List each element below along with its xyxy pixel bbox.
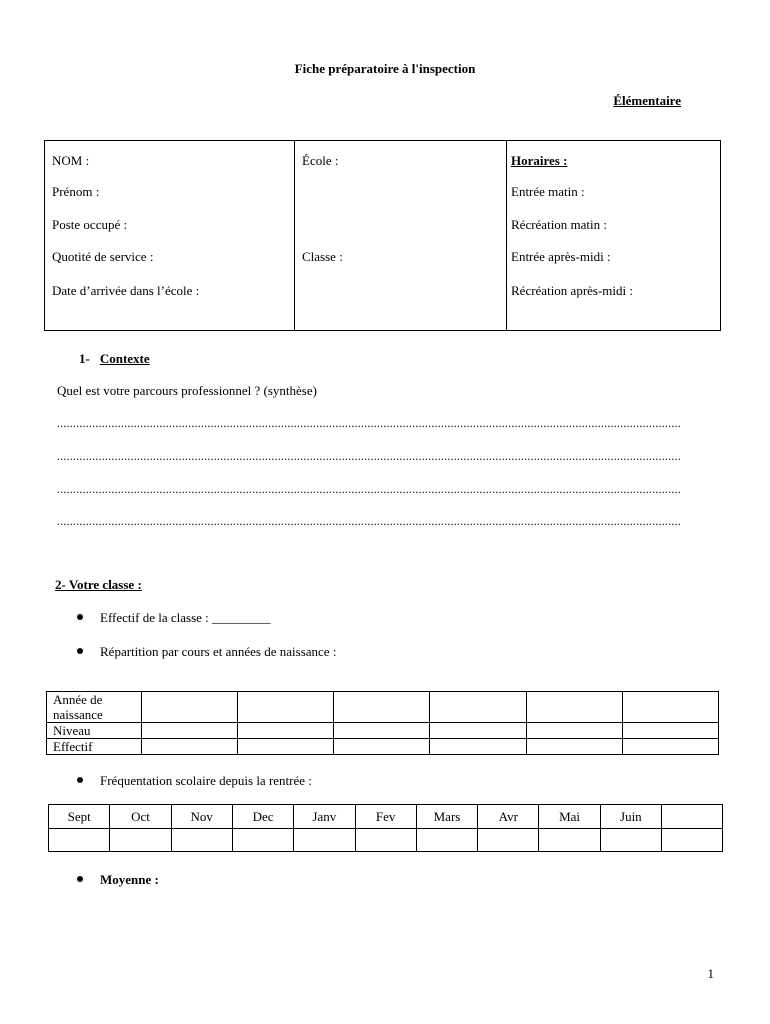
- table-cell[interactable]: [430, 723, 526, 739]
- table-cell[interactable]: [526, 723, 622, 739]
- field-date-arrivee: Date d’arrivée dans l’école :: [52, 283, 200, 298]
- attendance-cell[interactable]: [110, 829, 171, 852]
- row-label-niveau: Niveau: [47, 723, 142, 739]
- section-title: Contexte: [99, 351, 150, 366]
- bullet-effectif: Effectif de la classe : _________: [77, 609, 271, 626]
- month-header: Sept: [49, 805, 110, 829]
- table-cell[interactable]: [334, 739, 430, 755]
- bullet-moyenne: Moyenne :: [77, 871, 159, 888]
- schedule-column: [507, 141, 720, 330]
- table-cell[interactable]: [334, 723, 430, 739]
- field-prenom: Prénom :: [52, 184, 100, 199]
- personal-info-column: [45, 141, 295, 330]
- attendance-cell[interactable]: [294, 829, 355, 852]
- field-poste: Poste occupé :: [52, 217, 128, 232]
- attendance-cell[interactable]: [232, 829, 293, 852]
- table-cell[interactable]: [238, 692, 334, 723]
- table-cell[interactable]: [142, 739, 238, 755]
- answer-line[interactable]: ...................................................................................................................................................................................................: [57, 482, 681, 496]
- table-cell[interactable]: [622, 723, 718, 739]
- career-question: Quel est votre parcours professionnel ? (synthèse): [57, 383, 317, 398]
- section-contexte-heading: [79, 351, 150, 367]
- bullet-frequentation: Fréquentation scolaire depuis la rentrée :: [77, 772, 312, 789]
- field-entree-apres-midi: Entrée après-midi :: [511, 249, 611, 264]
- field-classe: Classe :: [302, 249, 343, 264]
- field-recreation-apres-midi: Récréation après-midi :: [511, 283, 634, 298]
- attendance-table: [48, 804, 723, 852]
- month-header: Avr: [478, 805, 539, 829]
- bullet-dot-icon: [77, 876, 83, 882]
- field-recreation-matin: Récréation matin :: [511, 217, 608, 232]
- bullet-dot-icon: [77, 777, 83, 783]
- section-classe-heading: 2- Votre classe :: [55, 577, 142, 592]
- table-cell[interactable]: [142, 692, 238, 723]
- month-header: Janv: [294, 805, 355, 829]
- table-cell[interactable]: [142, 723, 238, 739]
- month-header: Juin: [600, 805, 661, 829]
- attendance-cell[interactable]: [600, 829, 661, 852]
- page-number: 1: [707, 966, 714, 981]
- school-info-column: [295, 141, 507, 330]
- attendance-cell[interactable]: [539, 829, 600, 852]
- field-ecole: École :: [302, 153, 339, 168]
- bullet-repartition: Répartition par cours et années de naissance :: [77, 643, 336, 660]
- school-level: Élémentaire: [613, 93, 681, 108]
- attendance-cell[interactable]: [662, 829, 723, 852]
- table-cell[interactable]: [238, 739, 334, 755]
- section-number: 1-: [79, 351, 90, 366]
- table-cell[interactable]: [622, 692, 718, 723]
- table-cell[interactable]: [430, 692, 526, 723]
- row-label-effectif: Effectif: [47, 739, 142, 755]
- field-entree-matin: Entrée matin :: [511, 184, 585, 199]
- attendance-cell[interactable]: [416, 829, 477, 852]
- month-header: Dec: [232, 805, 293, 829]
- month-header: Mai: [539, 805, 600, 829]
- table-cell[interactable]: [334, 692, 430, 723]
- field-quotite: Quotité de service :: [52, 249, 154, 264]
- month-header: Oct: [110, 805, 171, 829]
- month-header: [662, 805, 723, 829]
- attendance-cell[interactable]: [49, 829, 110, 852]
- month-header: Nov: [171, 805, 232, 829]
- row-label-annee: Année de naissance: [47, 692, 142, 723]
- table-cell[interactable]: [238, 723, 334, 739]
- month-header: Mars: [416, 805, 477, 829]
- attendance-cell[interactable]: [478, 829, 539, 852]
- table-cell[interactable]: [430, 739, 526, 755]
- table-cell[interactable]: [526, 692, 622, 723]
- field-nom: NOM :: [52, 153, 90, 168]
- bullet-dot-icon: [77, 614, 83, 620]
- teacher-info-box: [44, 140, 721, 331]
- answer-line[interactable]: ...................................................................................................................................................................................................: [57, 449, 681, 463]
- month-header: Fev: [355, 805, 416, 829]
- attendance-cell[interactable]: [171, 829, 232, 852]
- answer-line[interactable]: ...................................................................................................................................................................................................: [57, 514, 681, 528]
- birth-year-table: [46, 691, 719, 755]
- attendance-cell[interactable]: [355, 829, 416, 852]
- bullet-dot-icon: [77, 648, 83, 654]
- table-cell[interactable]: [622, 739, 718, 755]
- schedule-heading: Horaires :: [511, 153, 568, 168]
- answer-line[interactable]: ...................................................................................................................................................................................................: [57, 416, 681, 430]
- table-cell[interactable]: [526, 739, 622, 755]
- document-title: Fiche préparatoire à l'inspection: [294, 61, 476, 76]
